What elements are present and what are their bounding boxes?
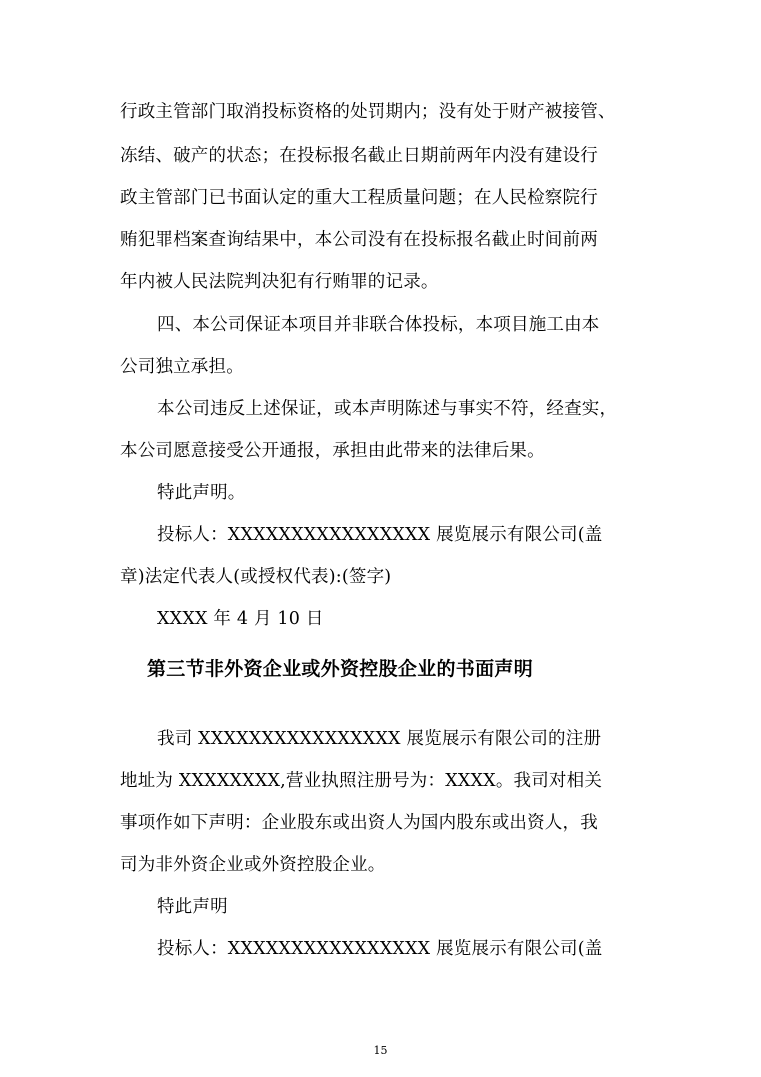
text-line: 我司 XXXXXXXXXXXXXXXX 展览展示有限公司的注册 <box>157 729 602 749</box>
page-number: 15 <box>373 1044 388 1057</box>
text-line: 特此声明 <box>157 897 228 917</box>
text-line: 事项作如下声明：企业股东或出资人为国内股东或出资人，我 <box>120 813 598 833</box>
text-line: 冻结、破产的状态；在投标报名截止日期前两年内没有建设行 <box>120 146 598 166</box>
signature-line: 章)法定代表人(或授权代表):(签字) <box>120 567 392 587</box>
text-line: 地址为 XXXXXXXX,营业执照注册号为：XXXX。我司对相关 <box>120 771 603 791</box>
text-line: 年内被人民法院判决犯有行贿罪的记录。 <box>120 272 439 292</box>
text-line: 特此声明。 <box>157 483 246 503</box>
text-line: 本公司愿意接受公开通报，承担由此带来的法律后果。 <box>120 441 545 461</box>
date-line: XXXX 年 4 月 10 日 <box>157 609 324 629</box>
text-line: 本公司违反上述保证，或本声明陈述与事实不符，经查实， <box>157 399 618 419</box>
text-line: 公司独立承担。 <box>120 357 244 377</box>
bidder-line: 投标人：XXXXXXXXXXXXXXXX 展览展示有限公司(盖 <box>157 939 603 959</box>
bidder-line: 投标人：XXXXXXXXXXXXXXXX 展览展示有限公司(盖 <box>157 525 603 545</box>
text-line: 行政主管部门取消投标资格的处罚期内；没有处于财产被接管、 <box>120 102 616 122</box>
text-line: 政主管部门已书面认定的重大工程质量问题；在人民检察院行 <box>120 188 598 208</box>
text-line: 贿犯罪档案查询结果中，本公司没有在投标报名截止时间前两 <box>120 230 598 250</box>
section-heading: 第三节非外资企业或外资控股企业的书面声明 <box>147 658 534 680</box>
text-line: 司为非外资企业或外资控股企业。 <box>120 855 386 875</box>
text-line: 四、本公司保证本项目并非联合体投标，本项目施工由本 <box>157 315 600 335</box>
